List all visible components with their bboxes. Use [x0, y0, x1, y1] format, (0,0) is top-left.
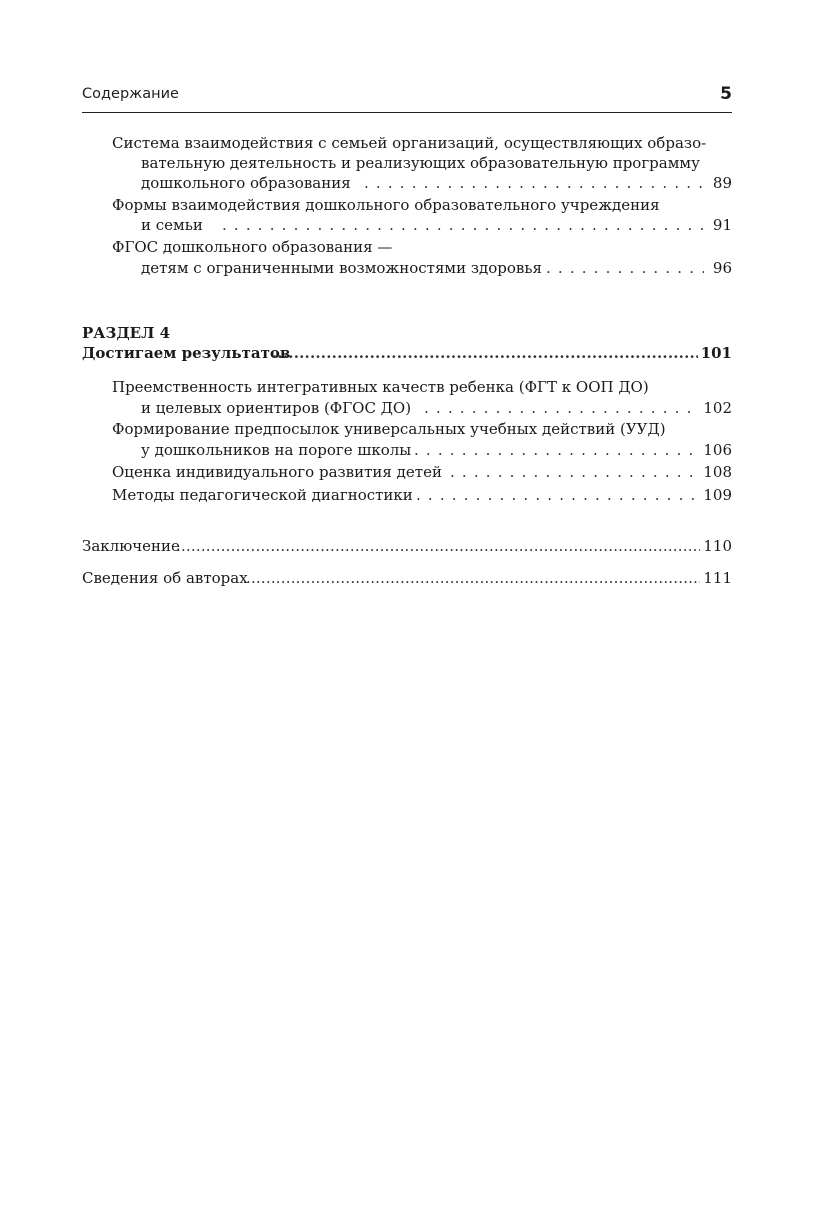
toc-page-number: 111 — [700, 568, 732, 589]
dot-leader — [450, 462, 696, 483]
dot-leader — [272, 343, 702, 364]
toc-page-number: 106 — [700, 440, 732, 461]
toc-entry-text: и целевых ориентиров (ФГОС ДО) — [141, 399, 412, 417]
dot-leader — [176, 536, 704, 557]
toc-entry-text: ФГОС дошкольного образования — — [112, 238, 393, 256]
page-header — [82, 86, 732, 113]
toc-page-number: 108 — [700, 462, 732, 483]
toc-entry-text: Оценка индивидуального развития детей — [112, 463, 442, 481]
dot-leader — [364, 173, 704, 194]
toc-entry-text: Сведения об авторах — [82, 569, 248, 587]
dot-leader — [546, 258, 704, 279]
toc-entry[interactable] — [0, 462, 732, 483]
toc-entry-text: у дошкольников на пороге школы — [141, 441, 412, 459]
toc-entry[interactable] — [0, 485, 732, 506]
dot-leader — [414, 440, 696, 461]
toc-entry-authors[interactable] — [0, 568, 732, 589]
toc-entry-text: Методы педагогической диагностики — [112, 486, 413, 504]
toc-entry-text: и семьи — [141, 216, 203, 234]
toc-entry-text: Формы взаимодействия дошкольного образовательного учреждения — [112, 196, 660, 214]
toc-page-number: 101 — [698, 343, 732, 364]
toc-page-number: 102 — [700, 398, 732, 419]
toc-entry-text: Система взаимодействия с семьей организаций, осуществляющих образо- — [112, 134, 707, 152]
toc-page-number: 89 — [710, 173, 732, 194]
section-title: Достигаем результатов — [82, 344, 291, 362]
dot-leader — [416, 485, 696, 506]
toc-page-number: 109 — [700, 485, 732, 506]
dot-leader — [222, 215, 704, 236]
toc-entry-text: дошкольного образования — [141, 174, 351, 192]
toc-entry-conclusion[interactable] — [0, 536, 732, 557]
page-number: 5 — [720, 84, 732, 104]
toc-page-number: 110 — [700, 536, 732, 557]
toc-entry-text: Преемственность интегративных качеств ребенка (ФГТ к ООП ДО) — [112, 378, 649, 396]
toc-page-number: 91 — [710, 215, 732, 236]
toc-entry-text: детям с ограниченными возможностями здоровья — [141, 259, 543, 277]
section-title-entry[interactable] — [0, 343, 732, 364]
toc-page-number: 96 — [710, 258, 732, 279]
toc-entry-text: Заключение — [82, 537, 180, 555]
toc-entry-text: Формирование предпосылок универсальных учебных действий (УУД) — [112, 420, 666, 438]
section-label: РАЗДЕЛ 4 — [82, 324, 171, 342]
dot-leader — [424, 398, 696, 419]
toc-entry-text: вательную деятельность и реализующих образовательную программу — [141, 154, 700, 172]
dot-leader — [246, 568, 704, 589]
running-title: Содержание — [82, 86, 179, 102]
